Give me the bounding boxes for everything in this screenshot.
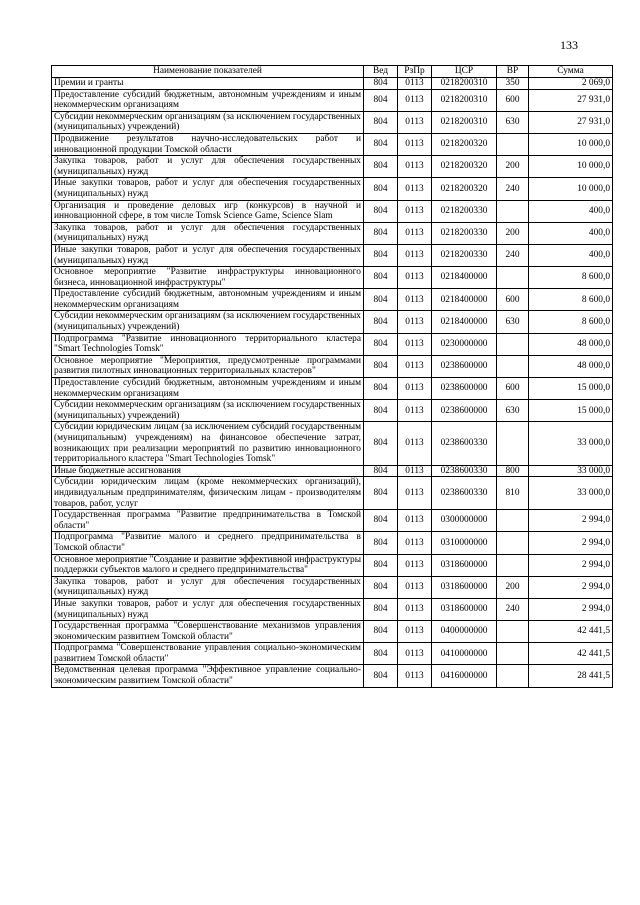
row-name: Субсидии некоммерческим организациям (за исключением государственных (муниципальных) учреждений) (52, 400, 364, 422)
row-name: Государственная программа "Развитие предпринимательства в Томской области" (52, 510, 364, 532)
table-row (52, 289, 613, 311)
row-vr: 200 (497, 576, 529, 598)
row-name: Иные закупки товаров, работ и услуг для обеспечения государственных (муниципальных) нужд (52, 244, 364, 266)
row-ved: 804 (364, 510, 398, 532)
row-name: Закупка товаров, работ и услуг для обеспечения государственных (муниципальных) нужд (52, 222, 364, 244)
row-ved: 804 (364, 244, 398, 266)
row-name: Премии и гранты (52, 78, 364, 90)
row-csr: 0416000000 (432, 665, 497, 687)
row-rzpr: 0113 (398, 178, 432, 200)
table-row (52, 510, 613, 532)
row-sum: 10 000,0 (529, 133, 613, 155)
row-sum: 27 931,0 (529, 89, 613, 111)
table-row (52, 643, 613, 665)
row-name: Предоставление субсидий бюджетным, автономным учреждениям и иным некоммерческим организациям (52, 378, 364, 400)
row-csr: 0310000000 (432, 532, 497, 554)
row-csr: 0218200330 (432, 200, 497, 222)
row-vr: 200 (497, 222, 529, 244)
row-vr: 600 (497, 89, 529, 111)
row-rzpr: 0113 (398, 111, 432, 133)
row-ved: 804 (364, 355, 398, 377)
row-rzpr: 0113 (398, 89, 432, 111)
table-row (52, 111, 613, 133)
row-name: Подпрограмма "Развитие малого и среднего предпринимательства в Томской области" (52, 532, 364, 554)
header-name: Наименование показателей (52, 66, 364, 78)
row-csr: 0218200310 (432, 111, 497, 133)
budget-table (51, 65, 613, 688)
row-sum: 2 069,0 (529, 78, 613, 90)
row-csr: 0218200320 (432, 133, 497, 155)
row-sum: 27 931,0 (529, 111, 613, 133)
row-rzpr: 0113 (398, 222, 432, 244)
row-sum: 400,0 (529, 222, 613, 244)
row-name: Основное мероприятие "Мероприятия, предусмотренные программами развития пилотных инновационных территориальных кластеров" (52, 355, 364, 377)
row-csr: 0230000000 (432, 333, 497, 355)
row-ved: 804 (364, 465, 398, 477)
row-ved: 804 (364, 111, 398, 133)
table-row (52, 133, 613, 155)
row-ved: 804 (364, 267, 398, 289)
row-sum: 400,0 (529, 244, 613, 266)
row-sum: 48 000,0 (529, 355, 613, 377)
row-ved: 804 (364, 89, 398, 111)
row-vr: 350 (497, 78, 529, 90)
row-sum: 8 600,0 (529, 289, 613, 311)
table-row (52, 532, 613, 554)
table-row (52, 267, 613, 289)
page-number: 133 (560, 38, 578, 52)
row-csr: 0400000000 (432, 621, 497, 643)
row-sum: 2 994,0 (529, 532, 613, 554)
row-sum: 33 000,0 (529, 422, 613, 465)
row-ved: 804 (364, 554, 398, 576)
table-row (52, 598, 613, 620)
row-sum: 2 994,0 (529, 510, 613, 532)
row-vr (497, 267, 529, 289)
row-rzpr: 0113 (398, 422, 432, 465)
row-vr: 810 (497, 477, 529, 510)
table-row (52, 477, 613, 510)
row-vr: 240 (497, 244, 529, 266)
row-vr (497, 422, 529, 465)
row-rzpr: 0113 (398, 465, 432, 477)
row-sum: 33 000,0 (529, 477, 613, 510)
row-vr: 630 (497, 111, 529, 133)
row-ved: 804 (364, 289, 398, 311)
table-row (52, 89, 613, 111)
row-rzpr: 0113 (398, 665, 432, 687)
row-csr: 0238600000 (432, 355, 497, 377)
row-ved: 804 (364, 178, 398, 200)
row-rzpr: 0113 (398, 133, 432, 155)
row-rzpr: 0113 (398, 477, 432, 510)
row-csr: 0410000000 (432, 643, 497, 665)
row-ved: 804 (364, 576, 398, 598)
row-csr: 0238600000 (432, 378, 497, 400)
row-vr (497, 355, 529, 377)
row-name: Организация и проведение деловых игр (конкурсов) в научной и инновационной сфере, в том числе Tomsk Science Game, Science Slam (52, 200, 364, 222)
row-rzpr: 0113 (398, 156, 432, 178)
header-rzpr: РзПр (398, 66, 432, 78)
row-ved: 804 (364, 78, 398, 90)
row-csr: 0318600000 (432, 576, 497, 598)
table-row (52, 244, 613, 266)
header-vr: ВР (497, 66, 529, 78)
table-row (52, 422, 613, 465)
row-rzpr: 0113 (398, 355, 432, 377)
row-vr (497, 200, 529, 222)
row-ved: 804 (364, 400, 398, 422)
row-name: Закупка товаров, работ и услуг для обеспечения государственных (муниципальных) нужд (52, 576, 364, 598)
header-ved: Вед (364, 66, 398, 78)
row-name: Иные закупки товаров, работ и услуг для обеспечения государственных (муниципальных) нужд (52, 598, 364, 620)
row-name: Основное мероприятие "Создание и развитие эффективной инфраструктуры поддержки субъектов малого и среднего предпринимательства" (52, 554, 364, 576)
row-name: Ведомственная целевая программа "Эффективное управление социально-экономическим развитием Томской области" (52, 665, 364, 687)
row-name: Субсидии некоммерческим организациям (за исключением государственных (муниципальных) учреждений) (52, 311, 364, 333)
row-csr: 0218200310 (432, 89, 497, 111)
table-row (52, 378, 613, 400)
row-vr: 600 (497, 289, 529, 311)
row-sum: 10 000,0 (529, 156, 613, 178)
row-csr: 0318600000 (432, 554, 497, 576)
row-name: Субсидии юридическим лицам (за исключением субсидий государственным (муниципальным) учреждениям) на финансовое обеспечение затрат, возникающих при реализации мероприятий по развитию инновационного территориального кластера "Smart Technologies Tomsk" (52, 422, 364, 465)
table-body (52, 78, 613, 688)
row-vr (497, 510, 529, 532)
row-vr (497, 133, 529, 155)
row-rzpr: 0113 (398, 621, 432, 643)
header-sum: Сумма (529, 66, 613, 78)
row-vr: 630 (497, 400, 529, 422)
table-row (52, 311, 613, 333)
row-sum: 2 994,0 (529, 576, 613, 598)
row-name: Предоставление субсидий бюджетным, автономным учреждениям и иным некоммерческим организациям (52, 289, 364, 311)
row-sum: 33 000,0 (529, 465, 613, 477)
row-rzpr: 0113 (398, 244, 432, 266)
row-sum: 2 994,0 (529, 598, 613, 620)
table-row (52, 200, 613, 222)
table-row (52, 156, 613, 178)
table-row (52, 78, 613, 90)
row-ved: 804 (364, 477, 398, 510)
row-sum: 8 600,0 (529, 267, 613, 289)
row-ved: 804 (364, 643, 398, 665)
row-name: Предоставление субсидий бюджетным, автономным учреждениям и иным некоммерческим организациям (52, 89, 364, 111)
table-row (52, 554, 613, 576)
row-rzpr: 0113 (398, 576, 432, 598)
row-vr (497, 643, 529, 665)
row-rzpr: 0113 (398, 200, 432, 222)
table-row (52, 465, 613, 477)
row-csr: 0238600330 (432, 465, 497, 477)
row-csr: 0218200330 (432, 244, 497, 266)
row-ved: 804 (364, 665, 398, 687)
row-csr: 0218200330 (432, 222, 497, 244)
row-ved: 804 (364, 133, 398, 155)
row-csr: 0218400000 (432, 311, 497, 333)
row-sum: 42 441,5 (529, 643, 613, 665)
row-ved: 804 (364, 311, 398, 333)
row-csr: 0218400000 (432, 289, 497, 311)
row-vr: 800 (497, 465, 529, 477)
row-name: Подпрограмма "Совершенствование управления социально-экономическим развитием Томской области" (52, 643, 364, 665)
table-row (52, 665, 613, 687)
row-ved: 804 (364, 422, 398, 465)
row-ved: 804 (364, 156, 398, 178)
row-sum: 2 994,0 (529, 554, 613, 576)
row-vr (497, 333, 529, 355)
row-sum: 28 441,5 (529, 665, 613, 687)
row-rzpr: 0113 (398, 289, 432, 311)
row-csr: 0218200310 (432, 78, 497, 90)
row-rzpr: 0113 (398, 532, 432, 554)
table-row (52, 222, 613, 244)
row-vr (497, 665, 529, 687)
row-rzpr: 0113 (398, 333, 432, 355)
row-name: Государственная программа "Совершенствование механизмов управления экономическим развитием Томской области" (52, 621, 364, 643)
header-csr: ЦСР (432, 66, 497, 78)
table-row (52, 400, 613, 422)
row-name: Основное мероприятие "Развитие инфраструктуры инновационного бизнеса, инновационной инфраструктуры" (52, 267, 364, 289)
table-row (52, 178, 613, 200)
row-vr: 200 (497, 156, 529, 178)
row-vr: 240 (497, 598, 529, 620)
row-sum: 48 000,0 (529, 333, 613, 355)
row-csr: 0218200320 (432, 156, 497, 178)
row-vr: 240 (497, 178, 529, 200)
row-sum: 42 441,5 (529, 621, 613, 643)
row-name: Подпрограмма "Развитие инновационного территориального кластера "Smart Technologies Tomsk" (52, 333, 364, 355)
row-csr: 0238600330 (432, 422, 497, 465)
row-rzpr: 0113 (398, 78, 432, 90)
row-rzpr: 0113 (398, 311, 432, 333)
row-ved: 804 (364, 222, 398, 244)
row-rzpr: 0113 (398, 554, 432, 576)
row-vr: 600 (497, 378, 529, 400)
row-ved: 804 (364, 532, 398, 554)
row-vr (497, 621, 529, 643)
table-row (52, 355, 613, 377)
row-sum: 8 600,0 (529, 311, 613, 333)
row-rzpr: 0113 (398, 598, 432, 620)
row-csr: 0218400000 (432, 267, 497, 289)
row-csr: 0238600000 (432, 400, 497, 422)
row-name: Продвижение результатов научно-исследовательских работ и инновационной продукции Томской области (52, 133, 364, 155)
row-name: Иные закупки товаров, работ и услуг для обеспечения государственных (муниципальных) нужд (52, 178, 364, 200)
row-sum: 15 000,0 (529, 400, 613, 422)
row-vr: 630 (497, 311, 529, 333)
row-rzpr: 0113 (398, 510, 432, 532)
row-csr: 0218200320 (432, 178, 497, 200)
row-csr: 0300000000 (432, 510, 497, 532)
table-header-row (52, 66, 613, 78)
row-name: Субсидии юридическим лицам (кроме некоммерческих организаций), индивидуальным предпринимателям, физическим лицам - производителям товаров, работ, услуг (52, 477, 364, 510)
row-ved: 804 (364, 200, 398, 222)
table-row (52, 333, 613, 355)
table-row (52, 576, 613, 598)
row-rzpr: 0113 (398, 400, 432, 422)
row-vr (497, 554, 529, 576)
row-ved: 804 (364, 333, 398, 355)
row-csr: 0318600000 (432, 598, 497, 620)
row-ved: 804 (364, 378, 398, 400)
row-sum: 400,0 (529, 200, 613, 222)
table-row (52, 621, 613, 643)
row-name: Субсидии некоммерческим организациям (за исключением государственных (муниципальных) учреждений) (52, 111, 364, 133)
row-csr: 0238600330 (432, 477, 497, 510)
row-ved: 804 (364, 621, 398, 643)
row-ved: 804 (364, 598, 398, 620)
row-sum: 10 000,0 (529, 178, 613, 200)
row-rzpr: 0113 (398, 378, 432, 400)
row-name: Иные бюджетные ассигнования (52, 465, 364, 477)
row-vr (497, 532, 529, 554)
row-name: Закупка товаров, работ и услуг для обеспечения государственных (муниципальных) нужд (52, 156, 364, 178)
row-rzpr: 0113 (398, 643, 432, 665)
row-rzpr: 0113 (398, 267, 432, 289)
row-sum: 15 000,0 (529, 378, 613, 400)
